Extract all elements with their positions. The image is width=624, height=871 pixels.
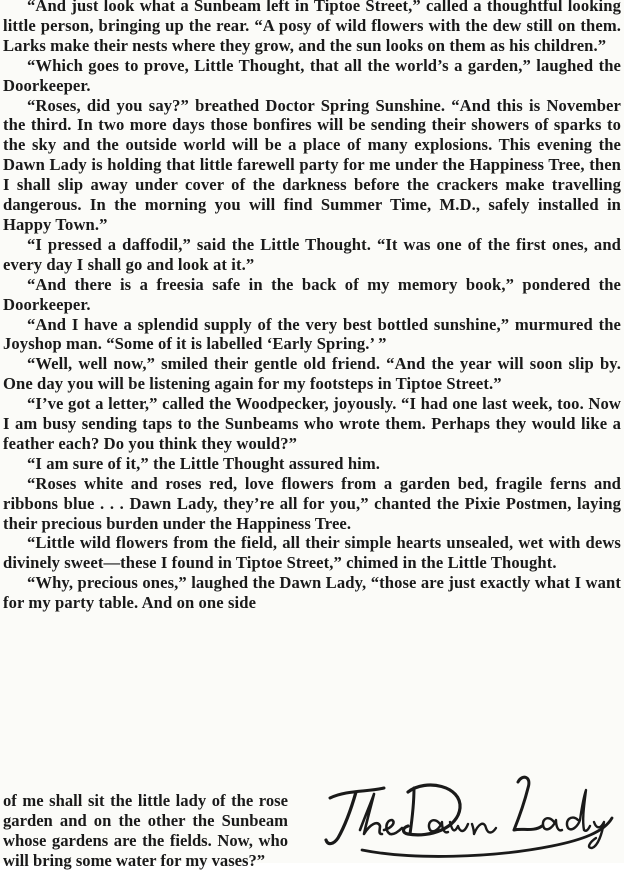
paragraph: “Which goes to prove, Little Thought, that all the world’s a garden,” laughed the Doorkeeper. [3,55,621,95]
paragraph: “Roses, did you say?” breathed Doctor Spring Sunshine. “And this is November the third. In two more days those bonfires will be sending their showers of sparks to the sky and the outside world will be a place of many explosions. This evening the Dawn Lady is holding that little farewell party for me under the Happiness Tree, then I shall slip away under cover of the darkness before the crackers make travelling dangerous. In the morning you will find Summer Time, M.D., safely installed in Happy Town.” [3,95,621,234]
paragraph: “Little wild flowers from the field, all their simple hearts unsealed, wet with dews divinely sweet—these I found in Tiptoe Street,” chimed in the Little Thought. [3,533,621,573]
paragraph: “I’ve got a letter,” called the Woodpecker, joyously. “I had one last week, too. Now I am busy sending taps to the Sunbeams who wrote them. Perhaps they would like a feather each? Do you think they would?” [3,394,621,453]
paragraph: “I pressed a daffodil,” said the Little Thought. “It was one of the first ones, and every day I shall go and look at it.” [3,234,621,274]
closing-text: of me shall sit the little lady of the rose garden and on the other the Sunbeam whose gardens are the fields. Now, who will bring some water for my vases?” [3,791,288,870]
paragraph: “Well, well now,” smiled their gentle old friend. “And the year will soon slip by. One day you will be listening again for my footsteps in Tiptoe Street.” [3,354,621,394]
paragraph: “Roses white and roses red, love flowers from a garden bed, fragile ferns and ribbons blue . . . Dawn Lady, they’re all for you,” chanted the Pixie Postmen, laying their precious burden under the Happiness Tree. [3,473,621,533]
paragraph: “And I have a splendid supply of the very best bottled sunshine,” murmured the Joyshop man. “Some of it is labelled ‘Early Spring.’ ” [3,314,621,354]
paragraph: “And there is a freesia safe in the back of my memory book,” pondered the Doorkeeper. [3,274,621,314]
story-text [3,0,621,613]
paragraph: “I am sure of it,” the Little Thought assured him. [27,453,381,473]
handwritten-signature-icon [322,762,618,862]
paragraph: “And just look what a Sunbeam left in Tiptoe Street,” called a thoughtful looking little person, bringing up the rear. “A posy of wild flowers with the dew still on them. Larks make their nests where they grow, and the sun looks on them as his children.” [3,0,621,55]
signature-image [322,762,618,862]
paragraph: “Why, precious ones,” laughed the Dawn Lady, “those are just exactly what I want for my party table. And on one side [3,573,621,613]
